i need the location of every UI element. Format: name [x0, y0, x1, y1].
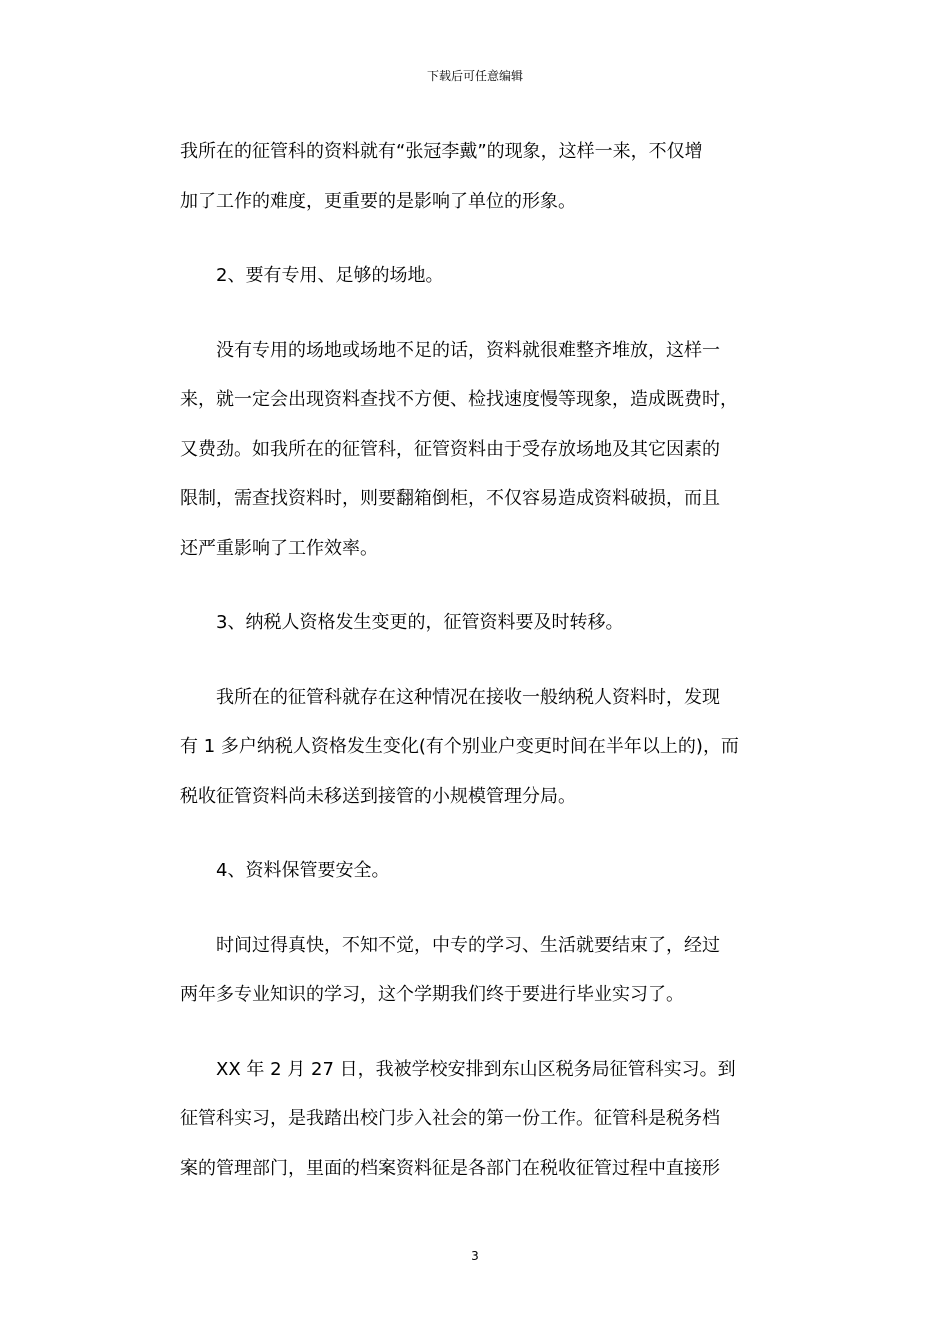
paragraph-6-heading: 4、资料保管要安全。 [180, 860, 390, 881]
page-header: 下载后可任意编辑 [426, 69, 523, 83]
paragraph-5: 我所在的征管科就存在这种情况在接收一般纳税人资料时，发现 有 1 多户纳税人资格发生变化(有个别业户变更时间在半年以上的)，而 税收征管资料尚未移送到接管的小规模管理分局。 [180, 686, 739, 807]
document-body [180, 127, 780, 1193]
page-number: 3 [471, 1249, 479, 1263]
paragraph-2-heading: 2、要有专用、足够的场地。 [180, 265, 444, 286]
paragraph-3: 没有专用的场地或场地不足的话，资料就很难整齐堆放，这样一 来，就一定会出现资料查找不方便、检找速度慢等现象，造成既费时， 又费劲。如我所在的征管科，征管资料由于受存放场地及其它因素的 限制，需查找资料时，则要翻箱倒柜，不仅容易造成资料破损，而且 还严重影响了工作效率。 [180, 339, 738, 559]
paragraph-4-heading: 3、纳税人资格发生变更的，征管资料要及时转移。 [180, 612, 624, 633]
paragraph-7: 时间过得真快，不知不觉，中专的学习、生活就要结束了，经过 两年多专业知识的学习，这个学期我们终于要进行毕业实习了。 [180, 934, 720, 1005]
paragraph-1: 我所在的征管科的资料就有“张冠李戴”的现象，这样一来，不仅增 加了工作的难度，更重要的是影响了单位的形象。 [180, 141, 703, 212]
paragraph-8: XX 年 2 月 27 日，我被学校安排到东山区税务局征管科实习。到 征管科实习，是我踏出校门步入社会的第一份工作。征管科是税务档 案的管理部门，里面的档案资料征是各部门在税收征管过程中直接形 [180, 1058, 736, 1179]
